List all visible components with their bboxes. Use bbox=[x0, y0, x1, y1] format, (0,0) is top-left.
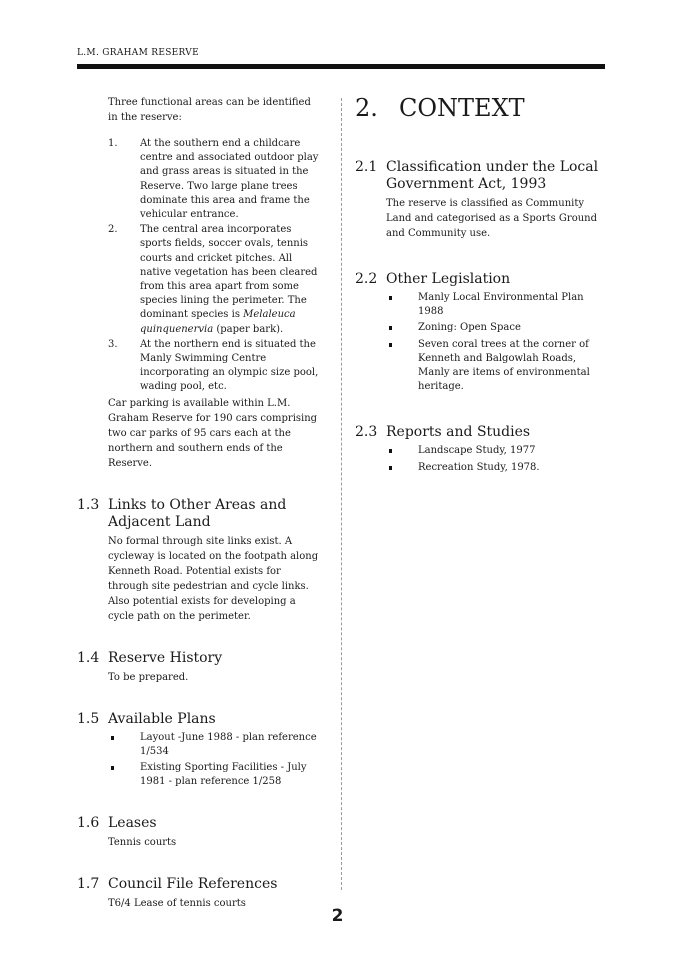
reports-list bbox=[386, 444, 605, 474]
page-number: 2 bbox=[331, 906, 344, 926]
section-body: T6/4 Lease of tennis courts bbox=[108, 898, 246, 910]
list-item: Zoning: Open Space bbox=[386, 321, 605, 335]
plans-list bbox=[108, 731, 327, 790]
section-heading bbox=[77, 497, 327, 531]
column-divider bbox=[341, 98, 342, 890]
chapter-number: 2. bbox=[355, 94, 378, 122]
section-title: Links to Other Areas and Adjacent Land bbox=[108, 496, 287, 530]
section-number: 2.3 bbox=[355, 424, 378, 441]
section-number: 2.2 bbox=[355, 271, 378, 287]
section-number: 1.5 bbox=[77, 710, 100, 727]
section-1-3 bbox=[77, 497, 327, 624]
section-number: 1.3 bbox=[77, 496, 100, 513]
species-name: Melaleuca quinquenervia bbox=[140, 309, 296, 335]
list-item-text: The central area incorporates sports fields, soccer ovals, tennis courts and cricket pitches. All native vegetation has been cleared from this area apart from some species lining the perimeter. The dominant species is bbox=[140, 224, 318, 321]
list-item: Landscape Study, 1977 bbox=[386, 444, 605, 458]
section-body: No formal through site links exist. A cycleway is located on the footpath along Kenneth Road. Potential exists for through site pedestrian and cycle links. Also potential exists for developing a cycle path on the perimeter. bbox=[108, 535, 319, 622]
section-2-1 bbox=[355, 159, 605, 241]
car-parking-paragraph: Car parking is available within L.M. Graham Reserve for 190 cars comprising two car parks of 95 cars each at the northern and southern ends of the Reserve. bbox=[108, 397, 318, 469]
section-heading bbox=[77, 650, 327, 667]
section-2-3 bbox=[355, 424, 605, 474]
list-item: Seven coral trees at the corner of Kenneth and Balgowlah Roads, Manly are items of environmental heritage. bbox=[386, 338, 605, 395]
section-number: 1.6 bbox=[77, 815, 100, 832]
list-item: Manly Local Environmental Plan 1988 bbox=[386, 291, 605, 319]
section-heading bbox=[77, 711, 327, 728]
list-item-number: 2. bbox=[108, 224, 118, 236]
section-title: Reports and Studies bbox=[386, 424, 531, 441]
section-1-6 bbox=[77, 815, 327, 850]
section-heading bbox=[355, 159, 605, 193]
chapter-title: CONTEXT bbox=[399, 94, 525, 122]
list-item: Layout -June 1988 - plan reference 1/534 bbox=[108, 731, 327, 759]
section-title: Other Legislation bbox=[386, 271, 511, 287]
section-heading bbox=[77, 876, 327, 893]
legislation-list bbox=[386, 291, 605, 394]
intro-paragraph: Three functional areas can be identified in the reserve: bbox=[108, 97, 311, 123]
species-note: (paper bark). bbox=[213, 323, 284, 335]
section-1-4 bbox=[77, 650, 327, 685]
list-item bbox=[108, 223, 327, 337]
section-1-5 bbox=[77, 711, 327, 790]
list-item bbox=[108, 137, 327, 222]
section-number: 1.4 bbox=[77, 649, 100, 666]
list-item: Existing Sporting Facilities - July 1981 - plan reference 1/258 bbox=[108, 761, 327, 789]
section-body: The reserve is classified as Community Land and categorised as a Sports Ground and Community use. bbox=[386, 198, 598, 239]
section-title: Reserve History bbox=[108, 649, 223, 666]
functional-areas-list bbox=[108, 137, 327, 395]
running-header: L.M. GRAHAM RESERVE bbox=[77, 48, 199, 58]
list-item-number: 1. bbox=[108, 138, 118, 149]
section-heading bbox=[355, 424, 605, 441]
section-number: 1.7 bbox=[77, 876, 100, 893]
section-title: Council File References bbox=[108, 876, 278, 893]
section-body: Tennis courts bbox=[108, 837, 177, 849]
section-title: Available Plans bbox=[108, 710, 216, 727]
right-column bbox=[355, 95, 605, 477]
section-heading bbox=[77, 815, 327, 832]
list-item-number: 3. bbox=[108, 338, 118, 350]
section-body: To be prepared. bbox=[108, 671, 189, 683]
section-2-2 bbox=[355, 271, 605, 394]
list-item bbox=[108, 338, 327, 395]
left-column bbox=[77, 95, 327, 911]
chapter-heading bbox=[355, 95, 605, 121]
list-item-text: At the northern end is situated the Manly Swimming Centre incorporating an olympic size pool, wading pool, etc. bbox=[140, 338, 319, 393]
list-item: Recreation Study, 1978. bbox=[386, 461, 605, 475]
section-heading bbox=[355, 271, 605, 288]
section-title: Leases bbox=[108, 815, 157, 832]
list-item-text: At the southern end a childcare centre and associated outdoor play and grass areas is situated in the Reserve. Two large plane trees dominate this area and frame the vehicular entrance. bbox=[140, 138, 319, 221]
section-title: Classification under the Local Government Act, 1993 bbox=[386, 159, 599, 192]
section-number: 2.1 bbox=[355, 159, 378, 175]
header-rule bbox=[77, 64, 605, 69]
